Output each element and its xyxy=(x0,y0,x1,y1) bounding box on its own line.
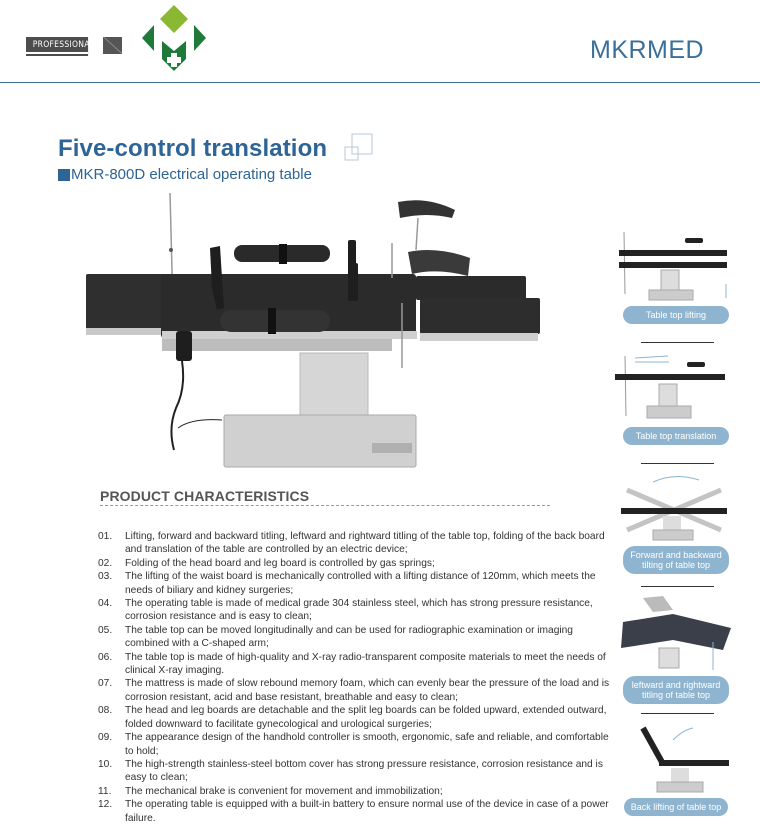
item-number: 10. xyxy=(98,758,113,770)
operating-table-image xyxy=(82,188,542,473)
list-item xyxy=(98,557,613,570)
item-number: 03. xyxy=(98,571,113,583)
item-text: The high-strength stainless-steel bottom cover has strong pressure resistance, corrosion resistance and is easy to clean; xyxy=(125,758,603,784)
page-header xyxy=(0,0,760,84)
item-text: The operating table is made of medical grade 304 stainless steel, which has strong pressure resistance, corrosion resistance and is easy to clean; xyxy=(125,598,593,623)
feature-label-table-top-lifting: Table top lifting xyxy=(623,306,729,324)
feature-divider xyxy=(641,586,714,587)
list-item xyxy=(98,785,613,798)
item-number: 02. xyxy=(98,557,113,569)
item-text: Lifting, forward and backward titling, leftward and rightward titling of the table top, folding of the back board and translation of the table are controlled by an electric device; xyxy=(125,531,605,556)
item-text: The mattress is made of slow rebound memory foam, which can evenly bear the pressure of the load and is corrosion resistant, acid and base resistant, breathable and easy to clean; xyxy=(125,678,610,703)
mkrmed-logo-icon xyxy=(140,3,208,73)
table-top-lifting-image xyxy=(613,232,737,304)
characteristics-heading: PRODUCT CHARACTERISTICS xyxy=(100,488,310,504)
item-number: 04. xyxy=(98,598,113,610)
list-item xyxy=(98,624,613,651)
list-item xyxy=(98,530,613,557)
item-text: The appearance design of the handhold controller is smooth, ergonomic, safe and reliable, and comfortable to hold; xyxy=(125,732,609,757)
product-model-subtitle: MKR-800D electrical operating table xyxy=(71,166,312,183)
feature-label-back-lifting: Back lifting of table top xyxy=(624,798,728,816)
item-number: 08. xyxy=(98,705,113,717)
feature-divider xyxy=(641,342,714,343)
subtitle-bullet-icon xyxy=(58,169,70,181)
list-item xyxy=(98,651,613,678)
list-item xyxy=(98,731,613,758)
feature-label-table-top-translation: Table top translation xyxy=(623,427,729,445)
item-number: 12. xyxy=(98,799,113,811)
item-text: The operating table is equipped with a built-in battery to ensure normal use of the device in case of a power failure. xyxy=(125,799,609,824)
page-title: Five-control translation xyxy=(58,135,328,162)
overlapping-squares-icon xyxy=(343,133,373,163)
feature-label-forward-backward-tilting: Forward and backward tilting of table top xyxy=(623,546,729,574)
item-number: 01. xyxy=(98,531,113,542)
list-item xyxy=(98,570,613,597)
feature-label-leftward-rightward-tilting: leftward and rightward titling of table top xyxy=(623,676,729,704)
leftward-rightward-tilting-image xyxy=(613,592,737,672)
table-top-translation-image xyxy=(613,352,737,424)
header-divider xyxy=(0,82,760,83)
item-text: The head and leg boards are detachable and the split leg boards can be folded upward, extended outward, folded downward to facilitate gynecological and urological surgeries; xyxy=(125,705,607,730)
item-number: 09. xyxy=(98,732,113,744)
item-number: 11. xyxy=(98,785,112,797)
characteristics-list xyxy=(98,530,613,825)
subtitle xyxy=(58,166,312,183)
professional-badge-label: PROFESSIONAL xyxy=(26,37,88,54)
back-lifting-image xyxy=(613,720,737,794)
item-number: 06. xyxy=(98,651,113,663)
list-item xyxy=(98,704,613,731)
brand-name: MKRMED xyxy=(590,36,705,64)
feature-divider xyxy=(641,713,714,714)
forward-backward-tilting-image xyxy=(613,472,737,542)
list-item xyxy=(98,798,613,825)
item-text: The table top is made of high-quality and X-ray radio-transparent composite materials to meet the needs of clinical X-ray imaging. xyxy=(125,651,606,677)
feature-divider xyxy=(641,463,714,464)
badge-slash-icon xyxy=(103,37,122,54)
list-item xyxy=(98,597,613,624)
item-text: The table top can be moved longitudinally and can be used for radiographic examination or imaging combined with a C-shaped arm; xyxy=(125,624,573,650)
list-item xyxy=(98,758,613,785)
item-text: The mechanical brake is convenient for movement and immobilization; xyxy=(125,785,443,797)
item-text: Folding of the head board and leg board is controlled by gas springs; xyxy=(125,557,435,569)
list-item xyxy=(98,677,613,704)
professional-badge xyxy=(26,37,99,54)
item-text: The lifting of the waist board is mechanically controlled with a lifting distance of 120mm, which meets the needs of biliary and kidney surgeries; xyxy=(125,571,596,596)
item-number: 05. xyxy=(98,624,113,636)
item-number: 07. xyxy=(98,678,113,690)
characteristics-divider xyxy=(100,505,550,506)
